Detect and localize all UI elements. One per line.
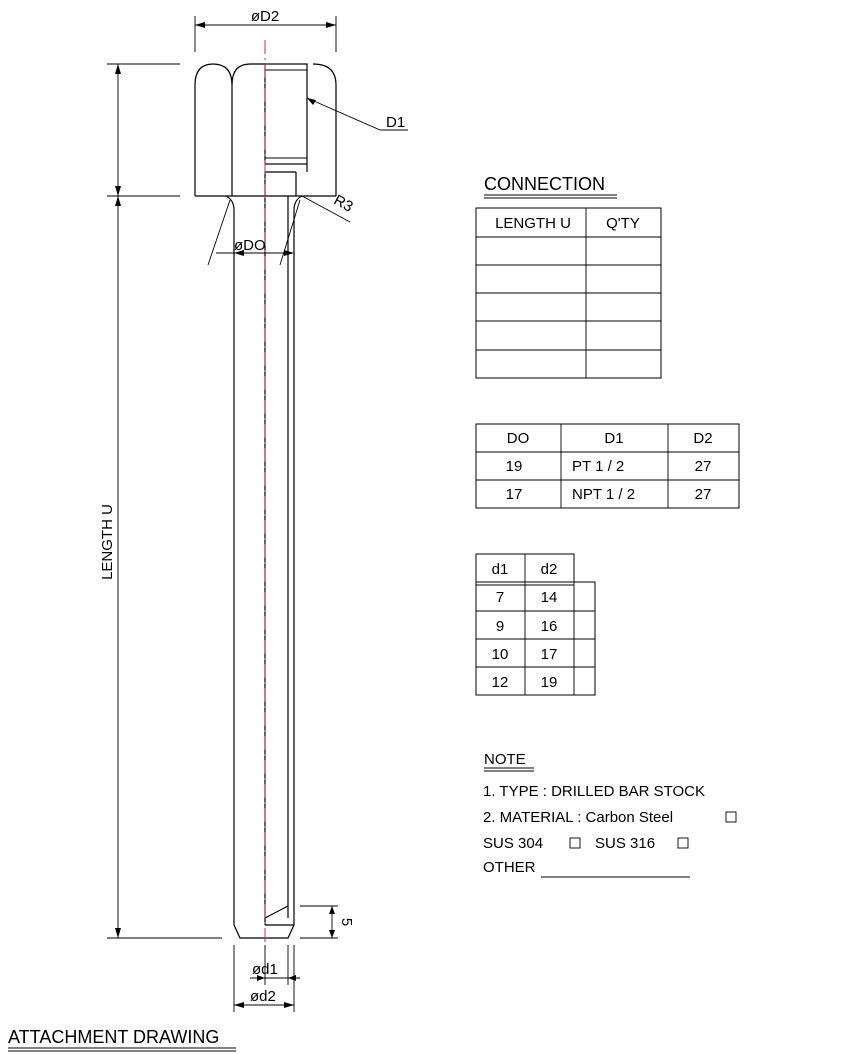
- sus304-checkbox[interactable]: [570, 838, 580, 848]
- connection-header-length: LENGTH U: [495, 215, 571, 232]
- thread-row2-d1: NPT 1 / 2: [572, 486, 636, 503]
- thread-row1-do: 19: [505, 458, 523, 475]
- d1-bottom-label: ød1: [252, 961, 278, 978]
- note-line1: 1. TYPE : DRILLED BAR STOCK: [483, 783, 706, 800]
- bottom-dimensions: [234, 945, 300, 1012]
- thread-header-do: DO: [506, 430, 530, 447]
- stem: [226, 172, 302, 938]
- carbon-steel-checkbox[interactable]: [726, 812, 736, 822]
- length-u-label: LENGTH U: [99, 504, 116, 580]
- bore-row4-d2: 19: [540, 674, 558, 691]
- d1-leader: [307, 98, 408, 131]
- bore-row3-d1: 10: [491, 646, 509, 663]
- note-sus316: SUS 316: [595, 835, 656, 852]
- note-sus304: SUS 304: [483, 835, 544, 852]
- thread-table: [476, 424, 739, 508]
- connection-table: [476, 174, 661, 378]
- tip-5-dimension: [300, 906, 355, 938]
- bore-row1-d2: 14: [540, 589, 558, 606]
- bore-row2-d2: 16: [540, 618, 558, 635]
- top-d2-label: øD2: [250, 8, 280, 25]
- d1-label: D1: [386, 114, 406, 131]
- head-height-dimension: [107, 64, 180, 196]
- bore-header-d2: d2: [540, 561, 558, 578]
- bore-row1-d1: 7: [495, 589, 505, 606]
- note-title: NOTE: [484, 751, 526, 768]
- do-dimension: [208, 200, 300, 265]
- tip-5-label: 5: [338, 917, 355, 927]
- thread-header-d1: D1: [604, 430, 624, 447]
- attachment-title: [8, 1027, 236, 1051]
- d2-bottom-label: ød2: [250, 988, 276, 1005]
- length-u-dimension: [99, 196, 222, 938]
- connection-header-qty: Q'TY: [606, 215, 640, 232]
- thread-row1-d2: 27: [694, 458, 712, 475]
- sus316-checkbox[interactable]: [678, 838, 688, 848]
- note-other: OTHER: [483, 859, 536, 876]
- r3-label: R3: [330, 191, 356, 216]
- note-line2: 2. MATERIAL : Carbon Steel: [483, 809, 674, 826]
- bore-header-d1: d1: [491, 561, 509, 578]
- thread-row2-do: 17: [505, 486, 523, 503]
- thread-header-d2: D2: [693, 430, 713, 447]
- attachment-label: ATTACHMENT DRAWING: [8, 1027, 220, 1047]
- bore-table: [476, 554, 595, 695]
- note-block: [483, 751, 736, 877]
- bore-row2-d1: 9: [495, 618, 505, 635]
- thread-row1-d1: PT 1 / 2: [572, 458, 625, 475]
- thread-row2-d2: 27: [694, 486, 712, 503]
- do-label: øDO: [234, 237, 266, 254]
- connection-title: CONNECTION: [484, 174, 605, 194]
- bore-row3-d2: 17: [540, 646, 558, 663]
- bore-row4-d1: 12: [491, 674, 509, 691]
